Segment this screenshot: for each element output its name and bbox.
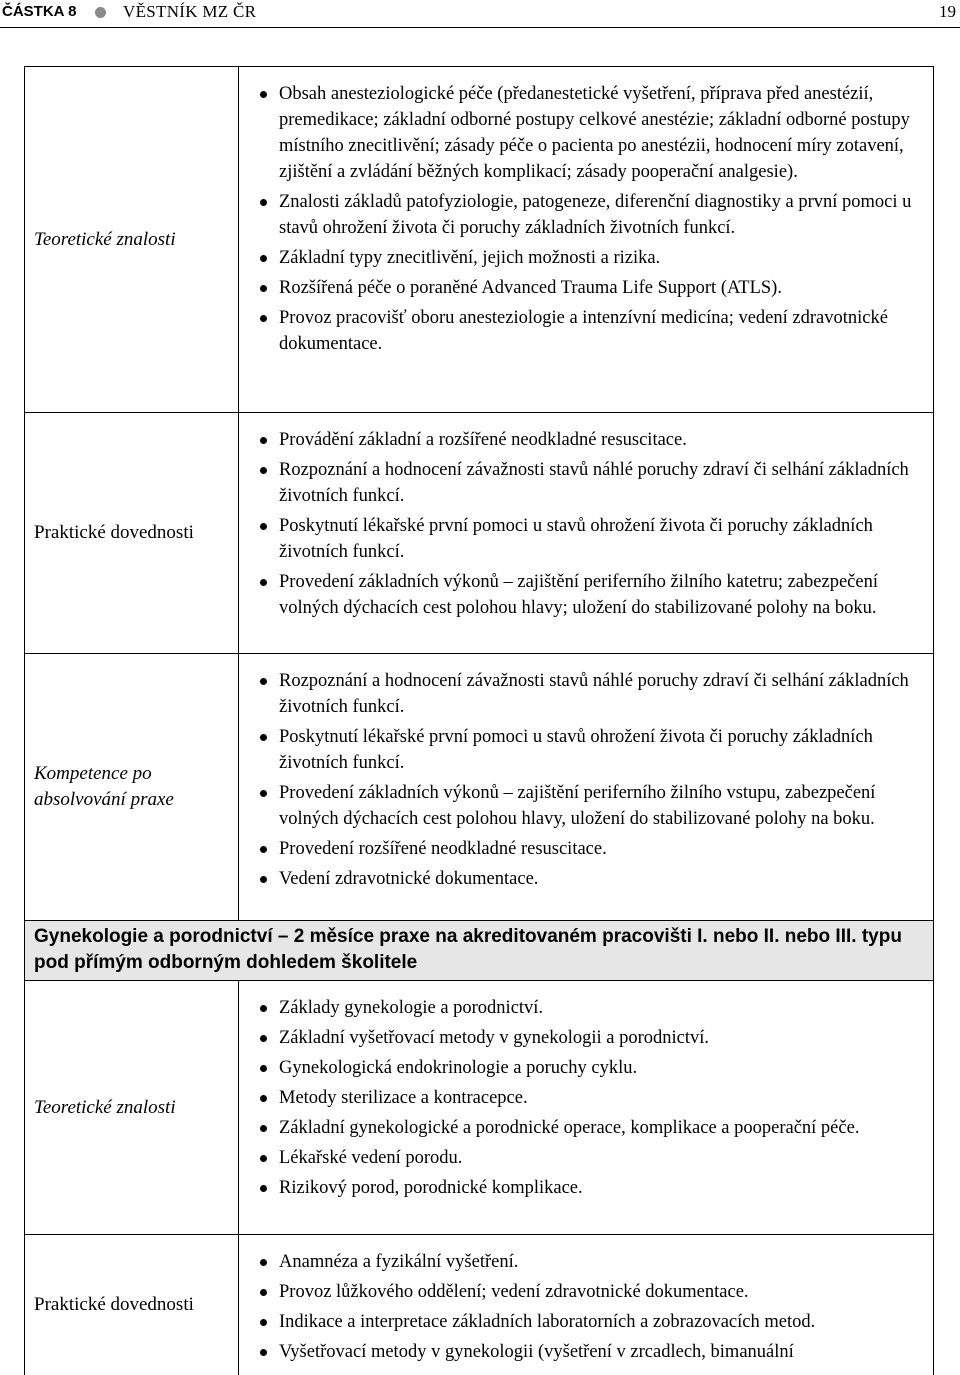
list-item: Indikace a interpretace základních laboratorních a zobrazovacích metod.: [253, 1309, 923, 1335]
list-item: Vedení zdravotnické dokumentace.: [253, 866, 923, 892]
bullet-list: [253, 995, 923, 1201]
bullet-list: [253, 668, 923, 892]
list-item: Rozpoznání a hodnocení závažnosti stavů náhlé poruchy zdraví či selhání základních životních funkcí.: [253, 457, 923, 509]
row-label: Teoretické znalosti: [24, 67, 239, 412]
row-content: [239, 981, 934, 1234]
list-item: Základy gynekologie a porodnictví.: [253, 995, 923, 1021]
list-item: Gynekologická endokrinologie a poruchy cyklu.: [253, 1055, 923, 1081]
list-item: Provedení základních výkonů – zajištění periferního žilního vstupu, zabezpečení volných dýchacích cest polohou hlavy, uložení do stabilizované polohy na boku.: [253, 780, 923, 832]
list-item: Provedení rozšířené neodkladné resuscitace.: [253, 836, 923, 862]
list-item: Provádění základní a rozšířené neodkladné resuscitace.: [253, 427, 923, 453]
row-content: [239, 67, 934, 412]
header-rule: [0, 27, 960, 28]
bullet-list: [253, 1249, 923, 1365]
row-content: [239, 413, 934, 653]
list-item: Provoz lůžkového oddělení; vedení zdravotnické dokumentace.: [253, 1279, 923, 1305]
row-content: [239, 654, 934, 920]
row-label: Praktické dovednosti: [24, 1235, 239, 1375]
table-row: [24, 66, 934, 412]
list-item: Provoz pracovišť oboru anesteziologie a intenzívní medicína; vedení zdravotnické dokumentace.: [253, 305, 923, 357]
row-content: [239, 1235, 934, 1375]
journal-title: VĚSTNÍK MZ ČR: [123, 2, 257, 21]
row-label: Praktické dovednosti: [24, 413, 239, 653]
page-number: 19: [939, 2, 956, 21]
list-item: Základní vyšetřovací metody v gynekologii a porodnictví.: [253, 1025, 923, 1051]
table-row: [24, 653, 934, 920]
bullet-list: [253, 427, 923, 621]
separator-dot-icon: [95, 7, 106, 18]
page-header: [0, 0, 960, 30]
list-item: Rizikový porod, porodnické komplikace.: [253, 1175, 923, 1201]
list-item: Provedení základních výkonů – zajištění periferního žilního katetru; zabezpečení volných dýchacích cest polohou hlavy; uložení do stabilizované polohy na boku.: [253, 569, 923, 621]
table-row: [24, 980, 934, 1234]
section-heading: Gynekologie a porodnictví – 2 měsíce praxe na akreditovaném pracovišti I. nebo II. nebo III. typu pod přímým odborným dohledem školitele: [24, 920, 934, 980]
row-label: Kompetence po absolvování praxe: [24, 654, 239, 920]
list-item: Anamnéza a fyzikální vyšetření.: [253, 1249, 923, 1275]
row-label: Teoretické znalosti: [24, 981, 239, 1234]
list-item: Základní gynekologické a porodnické operace, komplikace a pooperační péče.: [253, 1115, 923, 1141]
list-item: Základní typy znecitlivění, jejich možnosti a rizika.: [253, 245, 923, 271]
table-row: [24, 412, 934, 653]
list-item: Poskytnutí lékařské první pomoci u stavů ohrožení života či poruchy základních životních funkcí.: [253, 513, 923, 565]
table-row: [24, 1234, 934, 1375]
list-item: Obsah anesteziologické péče (předanestetické vyšetření, příprava před anestézií, premedikace; základní odborné postupy celkové anestézie; základní odborné postupy místního znecitlivění; zásady péče o pacienta po anestézii, hodnocení míry zotavení, zjištění a zvládání běžných komplikací; zásady pooperační analgesie).: [253, 81, 923, 185]
list-item: Rozšířená péče o poraněné Advanced Trauma Life Support (ATLS).: [253, 275, 923, 301]
list-item: Lékařské vedení porodu.: [253, 1145, 923, 1171]
list-item: Vyšetřovací metody v gynekologii (vyšetření v zrcadlech, bimanuální: [253, 1339, 923, 1365]
bullet-list: [253, 81, 923, 357]
list-item: Metody sterilizace a kontracepce.: [253, 1085, 923, 1111]
list-item: Poskytnutí lékařské první pomoci u stavů ohrožení života či poruchy základních životních funkcí.: [253, 724, 923, 776]
issue-section: ČÁSTKA 8: [2, 3, 77, 20]
list-item: Rozpoznání a hodnocení závažnosti stavů náhlé poruchy zdraví či selhání základních životních funkcí.: [253, 668, 923, 720]
list-item: Znalosti základů patofyziologie, patogeneze, diferenční diagnostiky a první pomoci u stavů ohrožení života či poruchy základních životních funkcí.: [253, 189, 923, 241]
curriculum-table: [24, 66, 934, 1375]
